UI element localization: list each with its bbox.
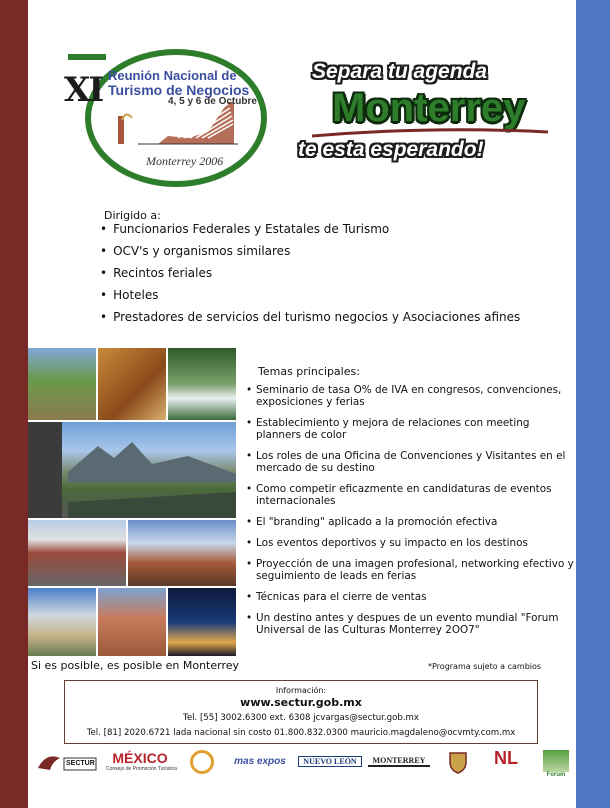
right-color-band	[576, 0, 610, 808]
sectur-logo	[36, 750, 98, 779]
audience-item: • Recintos feriales	[100, 266, 520, 288]
audience-item: • Hoteles	[100, 288, 520, 310]
photo-hotel	[28, 520, 126, 586]
topic-item: • Los roles de una Oficina de Convenciones y Visitantes en el mercado de su destino	[246, 450, 576, 474]
photo-arena	[128, 520, 236, 586]
sponsor-logos	[30, 746, 576, 786]
forum-text: Forum	[546, 772, 566, 778]
topics-title: Temas principales:	[258, 365, 360, 378]
mundo-logo	[182, 750, 222, 774]
audience-item: • Prestadores de servicios del turismo negocios y Asociaciones afines	[100, 310, 520, 332]
cpt-text: Consejo de Promoción Turística	[106, 766, 177, 772]
photo-night-plaza	[168, 588, 236, 656]
mexico-logo	[106, 750, 177, 772]
audience-item: • Funcionarios Federales y Estatales de Turismo	[100, 222, 520, 244]
mountain-silhouette	[28, 422, 236, 518]
forum-leaf-icon	[543, 750, 569, 772]
topic-item: • Como competir eficazmente en candidaturas de eventos internacionales	[246, 483, 576, 507]
mexico-text: MÉXICO	[112, 750, 168, 766]
logo-city-year: Monterrey 2006	[146, 154, 224, 168]
logo-edition-number: XI	[64, 70, 103, 110]
monterrey-logo: MONTERREY	[368, 756, 430, 767]
headline-swoosh	[312, 128, 548, 138]
headline-waiting: te esta esperando!	[298, 138, 484, 161]
headline-city: Monterrey	[332, 86, 526, 130]
masexpos-logo: mas expos	[234, 756, 286, 767]
sectur-text: SECTUR	[66, 760, 95, 767]
nuevo-leon-logo: NUEVO LEÓN	[298, 756, 362, 767]
topic-item: • Un destino antes y despues de un evento mundial "Forum Universal de las Culturas Monterrey 2OO7"	[246, 612, 576, 636]
program-note: *Programa sujeto a cambios	[428, 662, 542, 671]
topic-item: • Seminario de tasa O% de IVA en congresos, convenciones, exposiciones y ferias	[246, 384, 576, 408]
info-contact-line1: Tel. [55] 3002.6300 ext. 6308 jcvargas@sectur.gob.mx	[183, 713, 419, 723]
logo-dates: 4, 5 y 6 de Octubre	[168, 96, 257, 107]
left-color-band	[0, 0, 28, 808]
event-logo	[58, 40, 268, 188]
audience-item: • OCV's y organismos similares	[100, 244, 520, 266]
topic-item: • Establecimiento y mejora de relaciones con meeting planners de color	[246, 417, 576, 441]
photo-park	[28, 348, 96, 420]
info-title: Información:	[275, 686, 327, 695]
nl-logo: NL	[494, 748, 518, 768]
audience-title: Dirigido a:	[104, 209, 161, 222]
topic-item: • El "branding" aplicado a la promoción efectiva	[246, 516, 576, 528]
info-website-link[interactable]: www.sectur.gob.mx	[240, 696, 362, 709]
topic-item: • Proyección de una imagen profesional, networking efectivo y seguimiento de leads en ferias	[246, 558, 576, 582]
topics-list	[246, 384, 576, 645]
photo-cathedral	[28, 588, 96, 656]
info-box	[64, 680, 538, 744]
audience-list	[100, 222, 520, 332]
forum-logo	[538, 750, 574, 778]
photo-museum	[98, 588, 166, 656]
coat-of-arms-icon	[446, 750, 470, 774]
logo-title-line1: Reunión Nacional de	[108, 68, 237, 83]
photo-cerro-de-la-silla	[28, 422, 236, 518]
topic-item: • Los eventos deportivos y su impacto en los destinos	[246, 537, 576, 549]
photo-historic-building	[98, 348, 166, 420]
topic-item: • Técnicas para el cierre de ventas	[246, 591, 576, 603]
photo-collage	[28, 348, 236, 656]
logo-title-line2: Turismo de Negocios	[108, 82, 250, 98]
shield-logo	[438, 750, 478, 779]
headline-save-date: Separa tu agenda	[312, 60, 488, 83]
info-contact-line2: Tel. [81] 2020.6721 lada nacional sin costo 01.800.832.0300 mauricio.magdaleno@ocvmty.com.mx	[86, 728, 516, 738]
sun-icon	[190, 750, 214, 774]
slogan: Si es posible, es posible en Monterrey	[31, 659, 240, 672]
photo-waterfall	[168, 348, 236, 420]
